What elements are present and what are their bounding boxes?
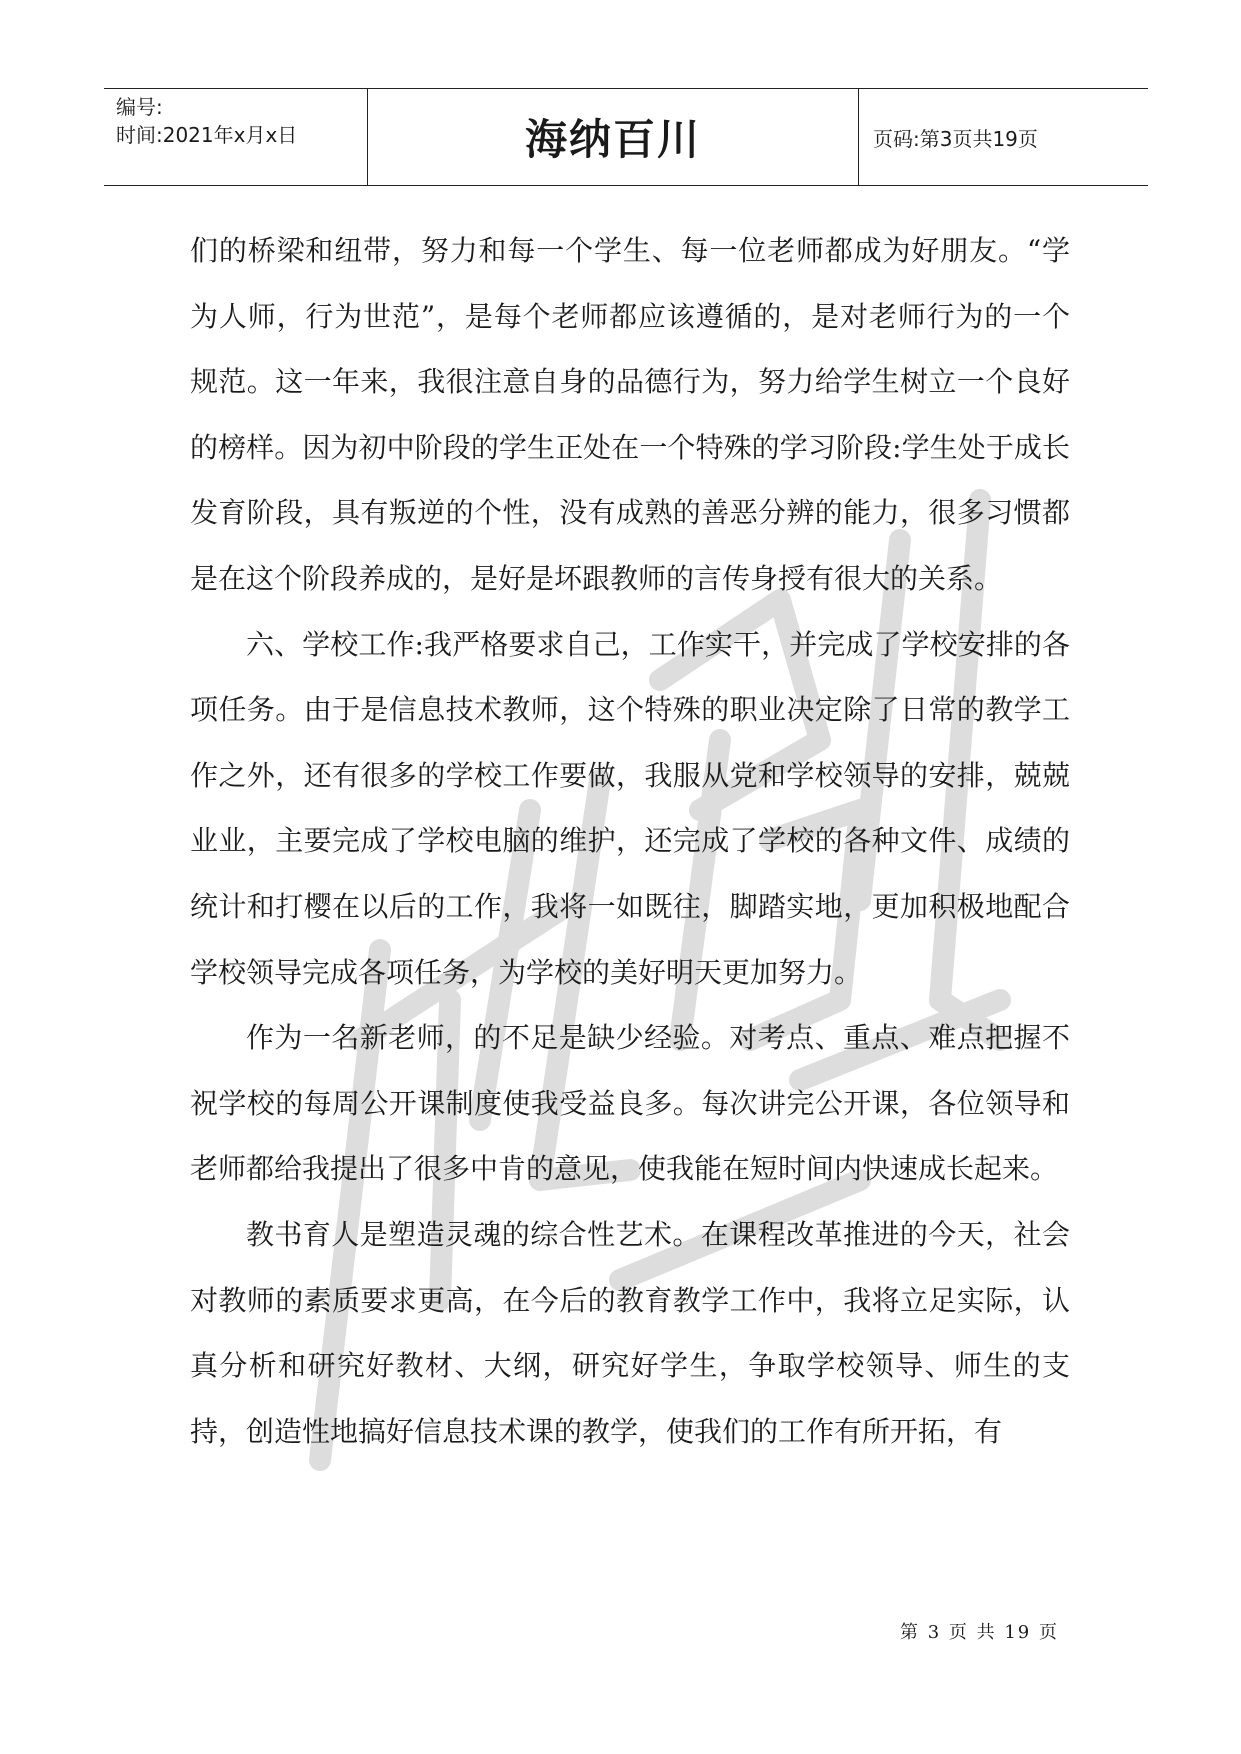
page-header bbox=[104, 88, 1148, 186]
header-meta bbox=[104, 89, 368, 185]
paragraph: 教书育人是塑造灵魂的综合性艺术。在课程改革推进的今天，社会对教师的素质要求更高，在今后的教育教学工作中，我将立足实际，认真分析和研究好教材、大纲，研究好学生，争取学校领导、师生的支持，创造性地搞好信息技术课的教学，使我们的工作有所开拓，有 bbox=[190, 1217, 1070, 1448]
header-page-number: 页码:第3页共19页 bbox=[873, 126, 1038, 151]
doc-time-label: 时间:2021年x月x日 bbox=[116, 123, 298, 147]
doc-number-label: 编号: bbox=[116, 95, 163, 119]
header-title: 海纳百川 bbox=[368, 89, 859, 185]
page-footer: 第 3 页 共 19 页 bbox=[900, 1622, 1059, 1643]
paragraph: 作为一名新老师，的不足是缺少经验。对考点、重点、难点把握不祝学校的每周公开课制度使我受益良多。每次讲完公开课，各位领导和老师都给我提出了很多中肯的意见，使我能在短时间内快速成长起来。 bbox=[190, 1021, 1070, 1186]
paragraph: 们的桥梁和纽带，努力和每一个学生、每一位老师都成为好朋友。“学为人师，行为世范”，是每个老师都应该遵循的，是对老师行为的一个规范。这一年来，我很注意自身的品德行为，努力给学生树立一个良好的榜样。因为初中阶段的学生正处在一个特殊的学习阶段:学生处于成长发育阶段，具有叛逆的个性，没有成熟的善恶分辨的能力，很多习惯都是在这个阶段养成的，是好是坏跟教师的言传身授有很大的关系。 bbox=[190, 234, 1070, 595]
paragraph: 六、学校工作:我严格要求自己，工作实干，并完成了学校安排的各项任务。由于是信息技术教师，这个特殊的职业决定除了日常的教学工作之外，还有很多的学校工作要做，我服从党和学校领导的安排，兢兢业业，主要完成了学校电脑的维护，还完成了学校的各种文件、成绩的统计和打樱在以后的工作，我将一如既往，脚踏实地，更加积极地配合学校领导完成各项任务，为学校的美好明天更加努力。 bbox=[190, 627, 1070, 989]
document-body bbox=[190, 218, 1070, 1464]
